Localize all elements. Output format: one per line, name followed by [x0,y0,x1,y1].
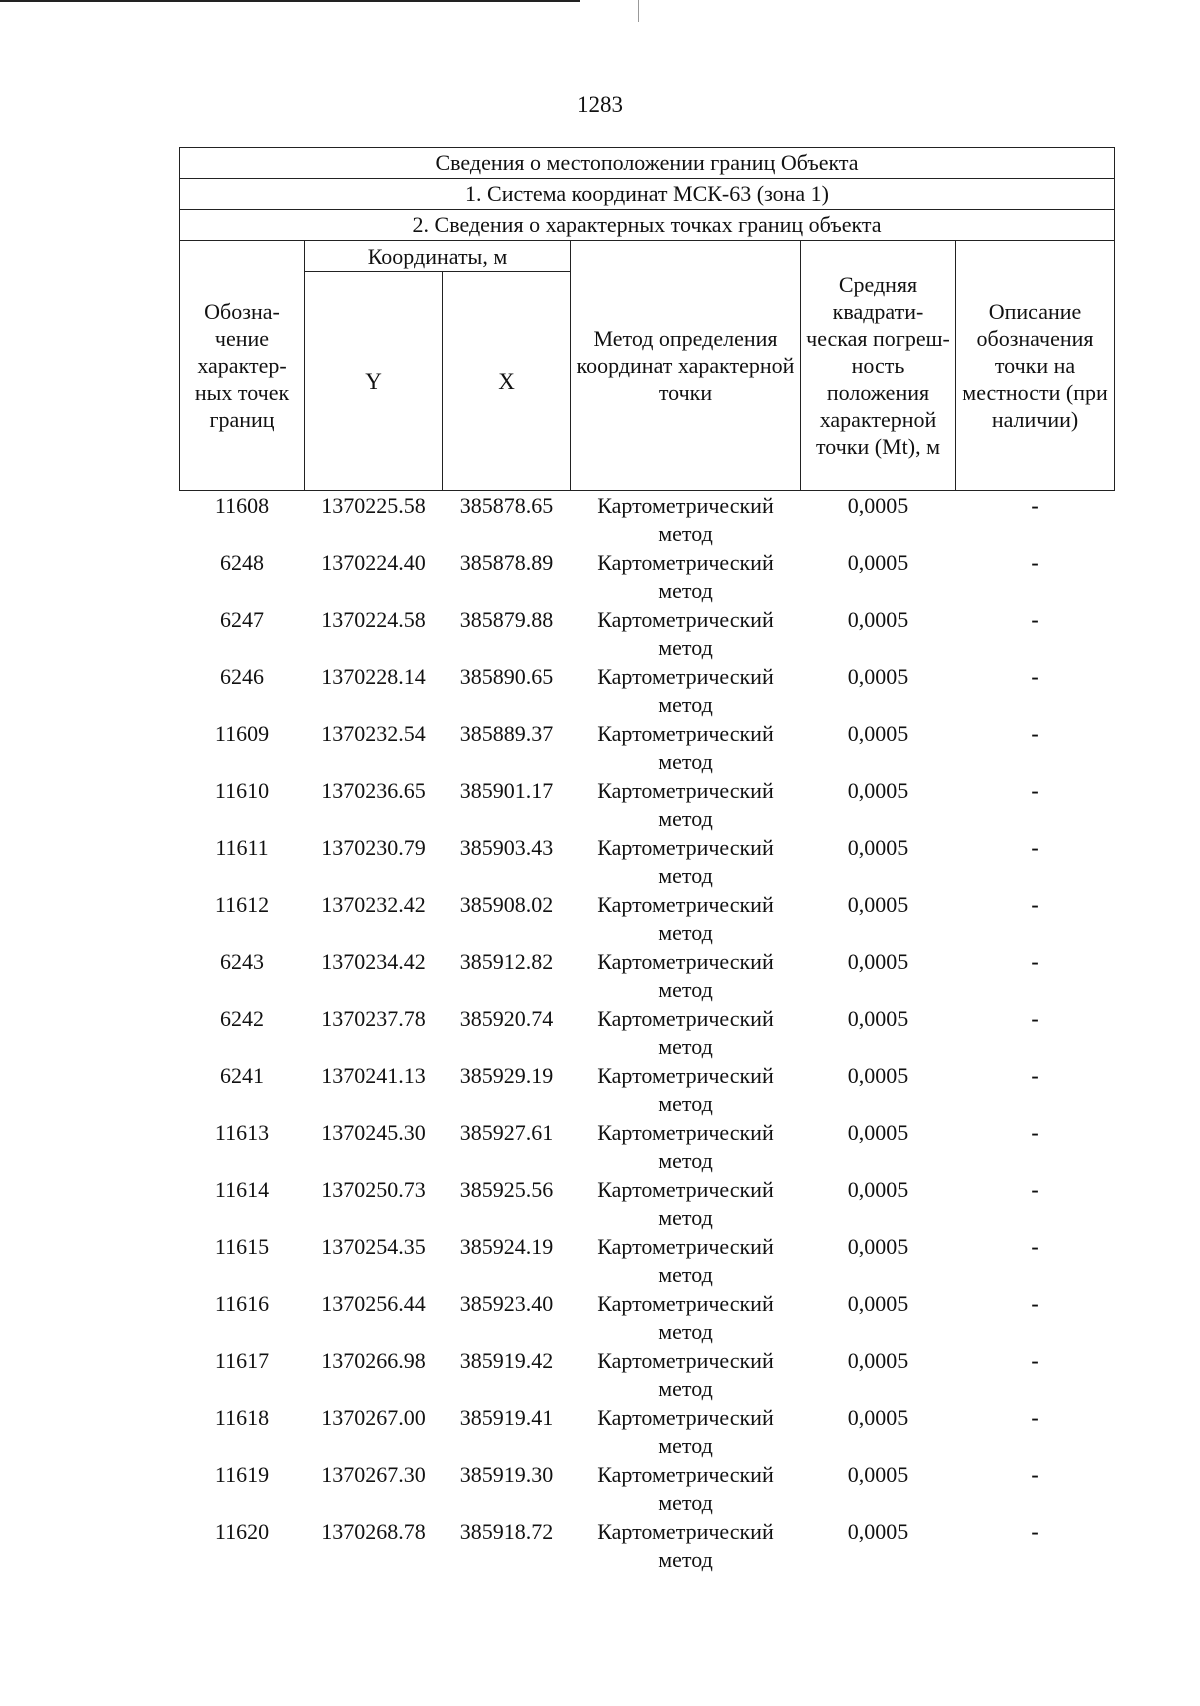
table-row [180,548,1115,605]
x-coordinate-cell: 385919.30 [459,1462,554,1487]
column-header-method: Метод определения координат характерной точки [571,241,801,491]
y-coordinate-cell: 1370230.79 [321,835,426,860]
description-cell: - [1031,1291,1039,1316]
x-coordinate-cell: 385890.65 [459,664,554,689]
scan-edge-line [0,0,580,2]
y-coordinate-cell: 1370224.58 [321,607,426,632]
point-id-cell: 11609 [214,721,270,746]
description-cell: - [1031,1405,1039,1430]
x-coordinate-cell: 385918.72 [459,1519,554,1544]
y-coordinate-cell: 1370245.30 [321,1120,426,1145]
table-row [180,491,1115,549]
y-coordinate-cell: 1370267.30 [321,1462,426,1487]
point-id-cell: 11612 [214,892,270,917]
table-row [180,1517,1115,1574]
method-cell: Картометрический метод [597,607,774,660]
description-cell: - [1031,550,1039,575]
point-id-cell: 6241 [220,1063,264,1088]
scan-artifact-line [638,0,639,22]
description-cell: - [1031,1063,1039,1088]
method-cell: Картометрический метод [597,1006,774,1059]
x-coordinate-cell: 385923.40 [459,1291,554,1316]
y-coordinate-cell: 1370232.42 [321,892,426,917]
point-id-cell: 6246 [220,664,264,689]
error-cell: 0,0005 [847,721,909,746]
error-cell: 0,0005 [847,892,909,917]
column-header-error: Средняя квадрати- ческая погреш- ность положения характерной точки (Mt), м [801,241,956,491]
method-cell: Картометрический метод [597,778,774,831]
y-coordinate-cell: 1370241.13 [321,1063,426,1088]
x-coordinate-cell: 385927.61 [459,1120,554,1145]
y-coordinate-cell: 1370236.65 [321,778,426,803]
description-cell: - [1031,835,1039,860]
point-id-cell: 11614 [214,1177,270,1202]
method-cell: Картометрический метод [597,1291,774,1344]
method-cell: Картометрический метод [597,835,774,888]
method-cell: Картометрический метод [597,664,774,717]
x-coordinate-cell: 385925.56 [459,1177,554,1202]
method-cell: Картометрический метод [597,1063,774,1116]
error-cell: 0,0005 [847,664,909,689]
error-cell: 0,0005 [847,493,909,518]
error-cell: 0,0005 [847,949,909,974]
x-coordinate-cell: 385919.42 [459,1348,554,1373]
column-header-description: Описание обозначения точки на местности (при наличии) [956,241,1115,491]
error-cell: 0,0005 [847,1120,909,1145]
description-cell: - [1031,721,1039,746]
y-coordinate-cell: 1370250.73 [321,1177,426,1202]
table-row [180,1346,1115,1403]
table-row [180,1232,1115,1289]
table-row [180,776,1115,833]
point-id-cell: 6243 [220,949,264,974]
table-row [180,1061,1115,1118]
table-row [180,605,1115,662]
point-id-cell: 11616 [214,1291,270,1316]
table-row [180,1175,1115,1232]
method-cell: Картометрический метод [597,1120,774,1173]
point-id-cell: 11608 [214,493,270,518]
point-id-cell: 11618 [214,1405,270,1430]
error-cell: 0,0005 [847,1405,909,1430]
x-coordinate-cell: 385908.02 [459,892,554,917]
y-coordinate-cell: 1370224.40 [321,550,426,575]
y-coordinate-cell: 1370234.42 [321,949,426,974]
error-cell: 0,0005 [847,1234,909,1259]
x-coordinate-cell: 385889.37 [459,721,554,746]
column-header-designation: Обозна- чение характер- ных точек границ [180,241,305,491]
table-row [180,719,1115,776]
error-cell: 0,0005 [847,1348,909,1373]
point-id-cell: 6248 [220,550,264,575]
table-row [180,1460,1115,1517]
column-header-y: Y [305,272,443,491]
point-id-cell: 11611 [215,835,269,860]
y-coordinate-cell: 1370225.58 [321,493,426,518]
description-cell: - [1031,607,1039,632]
x-coordinate-cell: 385903.43 [459,835,554,860]
description-cell: - [1031,664,1039,689]
table-row [180,833,1115,890]
point-id-cell: 6242 [220,1006,264,1031]
error-cell: 0,0005 [847,1462,909,1487]
description-cell: - [1031,1348,1039,1373]
error-cell: 0,0005 [847,835,909,860]
description-cell: - [1031,1120,1039,1145]
error-cell: 0,0005 [847,778,909,803]
description-cell: - [1031,778,1039,803]
x-coordinate-cell: 385919.41 [459,1405,554,1430]
error-cell: 0,0005 [847,1063,909,1088]
error-cell: 0,0005 [847,1519,909,1544]
description-cell: - [1031,949,1039,974]
x-coordinate-cell: 385878.65 [459,493,554,518]
error-cell: 0,0005 [847,1177,909,1202]
description-cell: - [1031,1006,1039,1031]
error-cell: 0,0005 [847,550,909,575]
y-coordinate-cell: 1370254.35 [321,1234,426,1259]
y-coordinate-cell: 1370267.00 [321,1405,426,1430]
table-row [180,1403,1115,1460]
point-id-cell: 11610 [214,778,270,803]
method-cell: Картометрический метод [597,550,774,603]
method-cell: Картометрический метод [597,1177,774,1230]
x-coordinate-cell: 385879.88 [459,607,554,632]
error-cell: 0,0005 [847,607,909,632]
table-row [180,1289,1115,1346]
method-cell: Картометрический метод [597,1462,774,1515]
y-coordinate-cell: 1370268.78 [321,1519,426,1544]
point-id-cell: 6247 [220,607,264,632]
point-id-cell: 11619 [214,1462,270,1487]
x-coordinate-cell: 385901.17 [459,778,554,803]
table-title: Сведения о местоположении границ Объекта [180,148,1115,179]
column-header-coordinates: Координаты, м [305,241,571,272]
error-cell: 0,0005 [847,1291,909,1316]
point-id-cell: 11620 [214,1519,270,1544]
method-cell: Картометрический метод [597,949,774,1002]
point-id-cell: 11613 [214,1120,270,1145]
x-coordinate-cell: 385929.19 [459,1063,554,1088]
table-row [180,1118,1115,1175]
x-coordinate-cell: 385912.82 [459,949,554,974]
method-cell: Картометрический метод [597,1348,774,1401]
y-coordinate-cell: 1370232.54 [321,721,426,746]
method-cell: Картометрический метод [597,493,774,546]
x-coordinate-cell: 385924.19 [459,1234,554,1259]
method-cell: Картометрический метод [597,1405,774,1458]
table-row [180,1004,1115,1061]
page-number: 1283 [577,92,623,117]
table-row [180,947,1115,1004]
y-coordinate-cell: 1370237.78 [321,1006,426,1031]
description-cell: - [1031,1177,1039,1202]
table-row [180,890,1115,947]
description-cell: - [1031,1234,1039,1259]
y-coordinate-cell: 1370228.14 [321,664,426,689]
boundary-points-table [179,147,1115,1574]
table-row [180,662,1115,719]
x-coordinate-cell: 385920.74 [459,1006,554,1031]
description-cell: - [1031,493,1039,518]
table-body [180,491,1115,1575]
description-cell: - [1031,1462,1039,1487]
method-cell: Картометрический метод [597,892,774,945]
method-cell: Картометрический метод [597,721,774,774]
y-coordinate-cell: 1370256.44 [321,1291,426,1316]
description-cell: - [1031,892,1039,917]
description-cell: - [1031,1519,1039,1544]
x-coordinate-cell: 385878.89 [459,550,554,575]
section-caption: 2. Сведения о характерных точках границ объекта [180,210,1115,241]
method-cell: Картометрический метод [597,1519,774,1572]
coordinate-system-caption: 1. Система координат МСК-63 (зона 1) [180,179,1115,210]
y-coordinate-cell: 1370266.98 [321,1348,426,1373]
error-cell: 0,0005 [847,1006,909,1031]
point-id-cell: 11617 [214,1348,270,1373]
method-cell: Картометрический метод [597,1234,774,1287]
column-header-x: X [443,272,571,491]
point-id-cell: 11615 [214,1234,270,1259]
